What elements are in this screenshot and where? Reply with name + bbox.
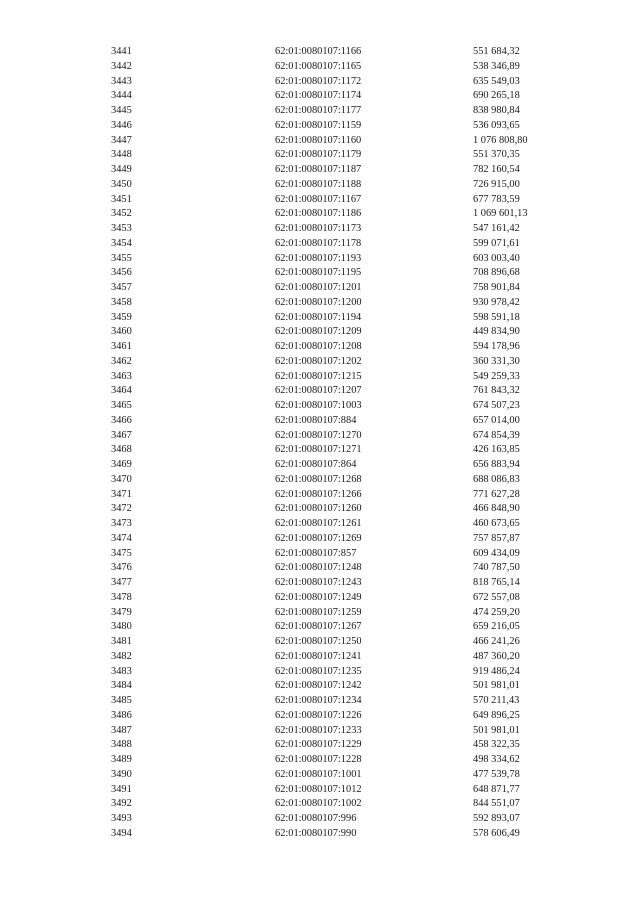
- cadastral-number: 62:01:0080107:1167: [275, 193, 362, 205]
- row-number: 3457: [111, 282, 132, 293]
- table-row: [0, 429, 640, 444]
- cadastral-number: 62:01:0080107:1186: [275, 208, 362, 220]
- cadastral-value: 466 241,26: [473, 636, 520, 647]
- table-row: [0, 532, 640, 547]
- table-row: [0, 473, 640, 488]
- row-number: 3473: [111, 518, 132, 529]
- row-number: 3456: [111, 267, 132, 279]
- row-number: 3470: [111, 473, 132, 485]
- cadastral-value: 501 981,01: [473, 680, 520, 692]
- row-number: 3492: [111, 798, 132, 810]
- row-number: 3477: [111, 577, 132, 588]
- cadastral-number: 62:01:0080107:1260: [275, 503, 362, 515]
- cadastral-value: 578 606,49: [473, 827, 520, 839]
- cadastral-number: 62:01:0080107:864: [275, 459, 357, 470]
- cadastral-number: 62:01:0080107:1229: [275, 739, 362, 751]
- cadastral-number: 62:01:0080107:1209: [275, 326, 362, 338]
- row-number: 3443: [111, 75, 132, 87]
- cadastral-number: 62:01:0080107:1002: [275, 798, 362, 810]
- table-row: [0, 635, 640, 650]
- cadastral-number: 62:01:0080107:996: [275, 813, 357, 824]
- cadastral-number: 62:01:0080107:1241: [275, 650, 362, 662]
- table-row: [0, 650, 640, 665]
- cadastral-value: 758 901,84: [473, 282, 520, 293]
- cadastral-number: 62:01:0080107:1001: [275, 768, 362, 780]
- table-row: [0, 104, 640, 119]
- row-number: 3481: [111, 636, 132, 647]
- row-number: 3450: [111, 178, 132, 190]
- row-number: 3446: [111, 119, 132, 131]
- cadastral-number: 62:01:0080107:1194: [275, 311, 362, 323]
- cadastral-number: 62:01:0080107:1201: [275, 282, 362, 293]
- cadastral-number: 62:01:0080107:1177: [275, 105, 362, 116]
- cadastral-value: 599 071,61: [473, 237, 520, 249]
- cadastral-value: 603 003,40: [473, 252, 520, 264]
- cadastral-value: 674 507,23: [473, 400, 520, 411]
- row-number: 3442: [111, 60, 132, 72]
- table-row: [0, 414, 640, 429]
- cadastral-value: 690 265,18: [473, 90, 520, 102]
- table-row: [0, 370, 640, 385]
- table-row: [0, 296, 640, 311]
- cadastral-number: 62:01:0080107:1235: [275, 665, 362, 677]
- cadastral-number: 62:01:0080107:1012: [275, 783, 362, 795]
- cadastral-value: 1 076 808,80: [473, 134, 528, 146]
- table-row: [0, 340, 640, 355]
- cadastral-value-table: [0, 45, 640, 842]
- table-row: [0, 207, 640, 222]
- cadastral-number: 62:01:0080107:1202: [275, 355, 362, 367]
- row-number: 3486: [111, 709, 132, 721]
- row-number: 3488: [111, 739, 132, 751]
- row-number: 3455: [111, 252, 132, 264]
- row-number: 3478: [111, 591, 132, 603]
- row-number: 3489: [111, 754, 132, 765]
- cadastral-number: 62:01:0080107:1174: [275, 90, 362, 102]
- table-row: [0, 679, 640, 694]
- cadastral-number: 62:01:0080107:990: [275, 827, 357, 839]
- cadastral-value: 609 434,09: [473, 547, 520, 559]
- table-row: [0, 281, 640, 296]
- cadastral-value: 460 673,65: [473, 518, 520, 529]
- cadastral-value: 551 370,35: [473, 149, 520, 161]
- cadastral-number: 62:01:0080107:1165: [275, 60, 362, 72]
- table-row: [0, 443, 640, 458]
- table-row: [0, 827, 640, 842]
- row-number: 3484: [111, 680, 132, 692]
- table-row: [0, 488, 640, 503]
- cadastral-number: 62:01:0080107:1270: [275, 429, 362, 441]
- cadastral-value: 771 627,28: [473, 488, 520, 500]
- cadastral-value: 547 161,42: [473, 223, 520, 234]
- cadastral-value: 688 086,83: [473, 473, 520, 485]
- row-number: 3485: [111, 695, 132, 706]
- cadastral-value: 726 915,00: [473, 178, 520, 190]
- cadastral-value: 838 980,84: [473, 105, 520, 116]
- cadastral-value: 649 896,25: [473, 709, 520, 721]
- cadastral-number: 62:01:0080107:1208: [275, 341, 362, 352]
- table-row: [0, 266, 640, 281]
- cadastral-value: 360 331,30: [473, 355, 520, 367]
- cadastral-number: 62:01:0080107:1242: [275, 680, 362, 692]
- cadastral-number: 62:01:0080107:1267: [275, 621, 362, 633]
- cadastral-value: 549 259,33: [473, 370, 520, 382]
- table-row: [0, 45, 640, 60]
- cadastral-number: 62:01:0080107:1188: [275, 178, 362, 190]
- table-row: [0, 148, 640, 163]
- table-row: [0, 325, 640, 340]
- table-row: [0, 753, 640, 768]
- table-row: [0, 134, 640, 149]
- cadastral-value: 474 259,20: [473, 606, 520, 618]
- row-number: 3479: [111, 606, 132, 618]
- row-number: 3472: [111, 503, 132, 515]
- cadastral-number: 62:01:0080107:1268: [275, 473, 362, 485]
- row-number: 3453: [111, 223, 132, 234]
- row-number: 3490: [111, 768, 132, 780]
- cadastral-value: 657 014,00: [473, 414, 520, 426]
- table-row: [0, 193, 640, 208]
- cadastral-number: 62:01:0080107:1187: [275, 164, 362, 175]
- cadastral-number: 62:01:0080107:1173: [275, 223, 362, 234]
- cadastral-number: 62:01:0080107:857: [275, 547, 357, 559]
- cadastral-value: 594 178,96: [473, 341, 520, 352]
- cadastral-value: 1 069 601,13: [473, 208, 528, 220]
- cadastral-number: 62:01:0080107:1271: [275, 444, 362, 456]
- table-row: [0, 355, 640, 370]
- cadastral-number: 62:01:0080107:1179: [275, 149, 362, 161]
- table-row: [0, 502, 640, 517]
- row-number: 3454: [111, 237, 132, 249]
- table-row: [0, 119, 640, 134]
- cadastral-number: 62:01:0080107:1250: [275, 636, 362, 647]
- cadastral-value: 635 549,03: [473, 75, 520, 87]
- cadastral-number: 62:01:0080107:1269: [275, 532, 362, 544]
- cadastral-value: 648 871,77: [473, 783, 520, 795]
- cadastral-value: 487 360,20: [473, 650, 520, 662]
- cadastral-value: 659 216,05: [473, 621, 520, 633]
- row-number: 3476: [111, 562, 132, 574]
- cadastral-value: 536 093,65: [473, 119, 520, 131]
- cadastral-value: 458 322,35: [473, 739, 520, 751]
- table-row: [0, 399, 640, 414]
- cadastral-number: 62:01:0080107:1248: [275, 562, 362, 574]
- cadastral-value: 672 557,08: [473, 591, 520, 603]
- cadastral-value: 426 163,85: [473, 444, 520, 456]
- table-row: [0, 311, 640, 326]
- cadastral-value: 930 978,42: [473, 296, 520, 308]
- table-row: [0, 75, 640, 90]
- cadastral-number: 62:01:0080107:1243: [275, 577, 362, 588]
- cadastral-value: 844 551,07: [473, 798, 520, 810]
- row-number: 3468: [111, 444, 132, 456]
- row-number: 3471: [111, 488, 132, 500]
- cadastral-value: 592 893,07: [473, 813, 520, 824]
- row-number: 3464: [111, 385, 132, 397]
- table-row: [0, 89, 640, 104]
- table-row: [0, 576, 640, 591]
- row-number: 3487: [111, 724, 132, 736]
- row-number: 3459: [111, 311, 132, 323]
- row-number: 3447: [111, 134, 132, 146]
- cadastral-value: 757 857,87: [473, 532, 520, 544]
- cadastral-number: 62:01:0080107:1195: [275, 267, 362, 279]
- row-number: 3445: [111, 105, 132, 116]
- row-number: 3451: [111, 193, 132, 205]
- cadastral-value: 782 160,54: [473, 164, 520, 175]
- row-number: 3462: [111, 355, 132, 367]
- cadastral-value: 498 334,62: [473, 754, 520, 765]
- table-row: [0, 222, 640, 237]
- table-row: [0, 694, 640, 709]
- table-row: [0, 178, 640, 193]
- table-row: [0, 665, 640, 680]
- table-row: [0, 517, 640, 532]
- cadastral-number: 62:01:0080107:1166: [275, 46, 362, 57]
- table-row: [0, 606, 640, 621]
- cadastral-value: 818 765,14: [473, 577, 520, 588]
- cadastral-number: 62:01:0080107:1261: [275, 518, 362, 529]
- row-number: 3461: [111, 341, 132, 352]
- cadastral-value: 919 486,24: [473, 665, 520, 677]
- table-row: [0, 768, 640, 783]
- row-number: 3480: [111, 621, 132, 633]
- cadastral-number: 62:01:0080107:1228: [275, 754, 362, 765]
- cadastral-value: 477 539,78: [473, 768, 520, 780]
- row-number: 3452: [111, 208, 132, 220]
- cadastral-value: 708 896,68: [473, 267, 520, 279]
- row-number: 3458: [111, 296, 132, 308]
- table-row: [0, 620, 640, 635]
- row-number: 3463: [111, 370, 132, 382]
- row-number: 3475: [111, 547, 132, 559]
- cadastral-number: 62:01:0080107:1159: [275, 119, 362, 131]
- table-row: [0, 561, 640, 576]
- table-row: [0, 252, 640, 267]
- row-number: 3491: [111, 783, 132, 795]
- cadastral-value: 761 843,32: [473, 385, 520, 397]
- cadastral-number: 62:01:0080107:1200: [275, 296, 362, 308]
- cadastral-value: 501 981,01: [473, 724, 520, 736]
- row-number: 3441: [111, 46, 132, 57]
- cadastral-number: 62:01:0080107:1178: [275, 237, 362, 249]
- row-number: 3460: [111, 326, 132, 338]
- cadastral-number: 62:01:0080107:884: [275, 414, 357, 426]
- table-row: [0, 547, 640, 562]
- cadastral-number: 62:01:0080107:1160: [275, 134, 362, 146]
- cadastral-number: 62:01:0080107:1233: [275, 724, 362, 736]
- table-row: [0, 384, 640, 399]
- cadastral-number: 62:01:0080107:1266: [275, 488, 362, 500]
- cadastral-number: 62:01:0080107:1193: [275, 252, 362, 264]
- cadastral-value: 449 834,90: [473, 326, 520, 338]
- table-row: [0, 163, 640, 178]
- row-number: 3465: [111, 400, 132, 411]
- cadastral-value: 677 783,59: [473, 193, 520, 205]
- row-number: 3483: [111, 665, 132, 677]
- row-number: 3449: [111, 164, 132, 175]
- table-row: [0, 797, 640, 812]
- table-row: [0, 591, 640, 606]
- row-number: 3448: [111, 149, 132, 161]
- cadastral-number: 62:01:0080107:1259: [275, 606, 362, 618]
- cadastral-value: 656 883,94: [473, 459, 520, 470]
- cadastral-number: 62:01:0080107:1207: [275, 385, 362, 397]
- cadastral-value: 538 346,89: [473, 60, 520, 72]
- table-row: [0, 60, 640, 75]
- cadastral-value: 570 211,43: [473, 695, 520, 706]
- cadastral-number: 62:01:0080107:1215: [275, 370, 362, 382]
- table-row: [0, 783, 640, 798]
- cadastral-value: 598 591,18: [473, 311, 520, 323]
- row-number: 3494: [111, 827, 132, 839]
- cadastral-value: 674 854,39: [473, 429, 520, 441]
- cadastral-value: 466 848,90: [473, 503, 520, 515]
- table-row: [0, 709, 640, 724]
- table-row: [0, 812, 640, 827]
- row-number: 3469: [111, 459, 132, 470]
- table-row: [0, 237, 640, 252]
- cadastral-number: 62:01:0080107:1234: [275, 695, 362, 706]
- table-row: [0, 738, 640, 753]
- table-row: [0, 458, 640, 473]
- row-number: 3467: [111, 429, 132, 441]
- table-row: [0, 724, 640, 739]
- row-number: 3466: [111, 414, 132, 426]
- cadastral-number: 62:01:0080107:1226: [275, 709, 362, 721]
- row-number: 3474: [111, 532, 132, 544]
- row-number: 3482: [111, 650, 132, 662]
- cadastral-value: 740 787,50: [473, 562, 520, 574]
- row-number: 3493: [111, 813, 132, 824]
- row-number: 3444: [111, 90, 132, 102]
- cadastral-value: 551 684,32: [473, 46, 520, 57]
- cadastral-number: 62:01:0080107:1249: [275, 591, 362, 603]
- cadastral-number: 62:01:0080107:1172: [275, 75, 362, 87]
- cadastral-number: 62:01:0080107:1003: [275, 400, 362, 411]
